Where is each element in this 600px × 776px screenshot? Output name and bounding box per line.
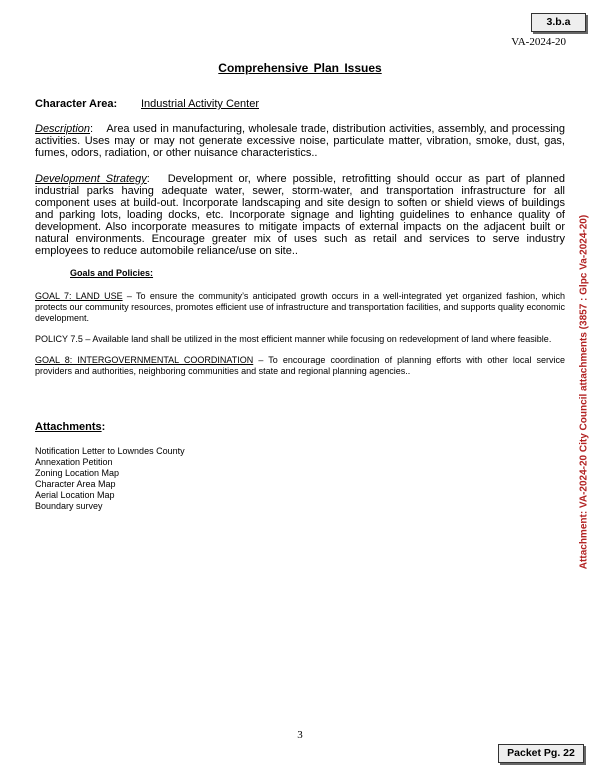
section-tab: 3.b.a xyxy=(531,13,586,32)
attachment-item: Annexation Petition xyxy=(35,457,113,467)
policy-7-5-paragraph xyxy=(35,334,565,345)
goal-7-text: – To ensure the community’s anticipated growth occurs in a well-integrated yet organized fashion, which protects our community resources, promotes efficient use of infrastructure and transportation facilities, and supports quality economic development. xyxy=(35,291,565,323)
goal-8-label: GOAL 8: INTERGOVERNMENTAL COORDINATION xyxy=(35,355,254,365)
attachments-heading: Attachments: xyxy=(35,421,106,433)
attachment-item: Character Area Map xyxy=(35,479,116,489)
character-area-row xyxy=(35,98,565,110)
goal-7-paragraph xyxy=(35,291,565,324)
character-area-label: Character Area: xyxy=(35,98,118,110)
description-label: Description xyxy=(35,123,91,135)
goal-8-text: – To encourage coordination of planning efforts with other local service providers and authorities, neighboring communities and state and regional planning agencies.. xyxy=(35,355,565,376)
development-strategy-label: Development Strategy xyxy=(35,173,147,185)
packet-page-tab: Packet Pg. 22 xyxy=(498,744,584,763)
policy-7-5-text: POLICY 7.5 – Available land shall be utilized in the most efficient manner while focusing on redevelopment of land where feasible. xyxy=(35,334,552,344)
attachment-item: Notification Letter to Lowndes County xyxy=(35,446,185,456)
attachment-side-note: Attachment: VA-2024-20 City Council attachments (3857 : Glpc Va-2024-20) xyxy=(578,214,590,570)
attachment-item: Zoning Location Map xyxy=(35,468,120,478)
character-area-value: Industrial Activity Center xyxy=(141,98,259,110)
development-strategy-paragraph: Development Strategy: Development or, where possible, retrofitting should occur as part of planned industrial parks having adequate water, sewer, storm-water, and transportation infrastructure for all component uses at build-out. Incorporate landscaping and site design to soften or shield views of buildings and parking lots, loading docks, etc. Incorporate signage and lighting guidelines to enhance quality of development. Also incorporate measures to mitigate impacts of external impacts on the adjacent built or natural environments. Encourage greater mix of uses such as retail and services to serve industry employees to reduce automobile reliance/use on site.. xyxy=(35,173,565,257)
description-text: Area used in manufacturing, wholesale trade, distribution activities, assembly, and processing activities. Uses may or may not generate excessive noise, particulate matter, vibration, smoke, dust, gas, fumes, odors, radiation, or other nuisance characteristics.. xyxy=(35,123,565,159)
page-content xyxy=(35,98,565,512)
attachment-item: Boundary survey xyxy=(35,501,103,511)
attachment-item: Aerial Location Map xyxy=(35,490,115,500)
goal-7-label: GOAL 7: LAND USE xyxy=(35,291,123,301)
attachments-list xyxy=(35,446,565,512)
page-title: Comprehensive Plan Issues xyxy=(218,61,382,75)
description-paragraph: Description: Area used in manufacturing, wholesale trade, distribution activities, assembly, and processing activities. Uses may or may not generate excessive noise, particulate matter, vibration, smoke, dust, gas, fumes, odors, radiation, or other nuisance characteristics.. xyxy=(35,123,565,159)
document-id: VA-2024-20 xyxy=(511,36,566,48)
page-number: 3 xyxy=(297,729,303,741)
goals-heading: Goals and Policies: xyxy=(70,268,154,278)
development-strategy-text: Development or, where possible, retrofitting should occur as part of planned industrial parks having adequate water, sewer, storm-water, and transportation infrastructure for all component uses at build-out. Incorporate landscaping and site design to soften or shield views of buildings and parking lots, loading docks, etc. Incorporate signage and lighting guidelines to enhance quality of development. Also incorporate measures to mitigate impacts of external impacts on the adjacent built or natural environments. Encourage greater mix of uses such as retail and services to serve industry employees to reduce automobile reliance/use on site.. xyxy=(35,173,565,257)
goal-8-paragraph xyxy=(35,355,565,377)
